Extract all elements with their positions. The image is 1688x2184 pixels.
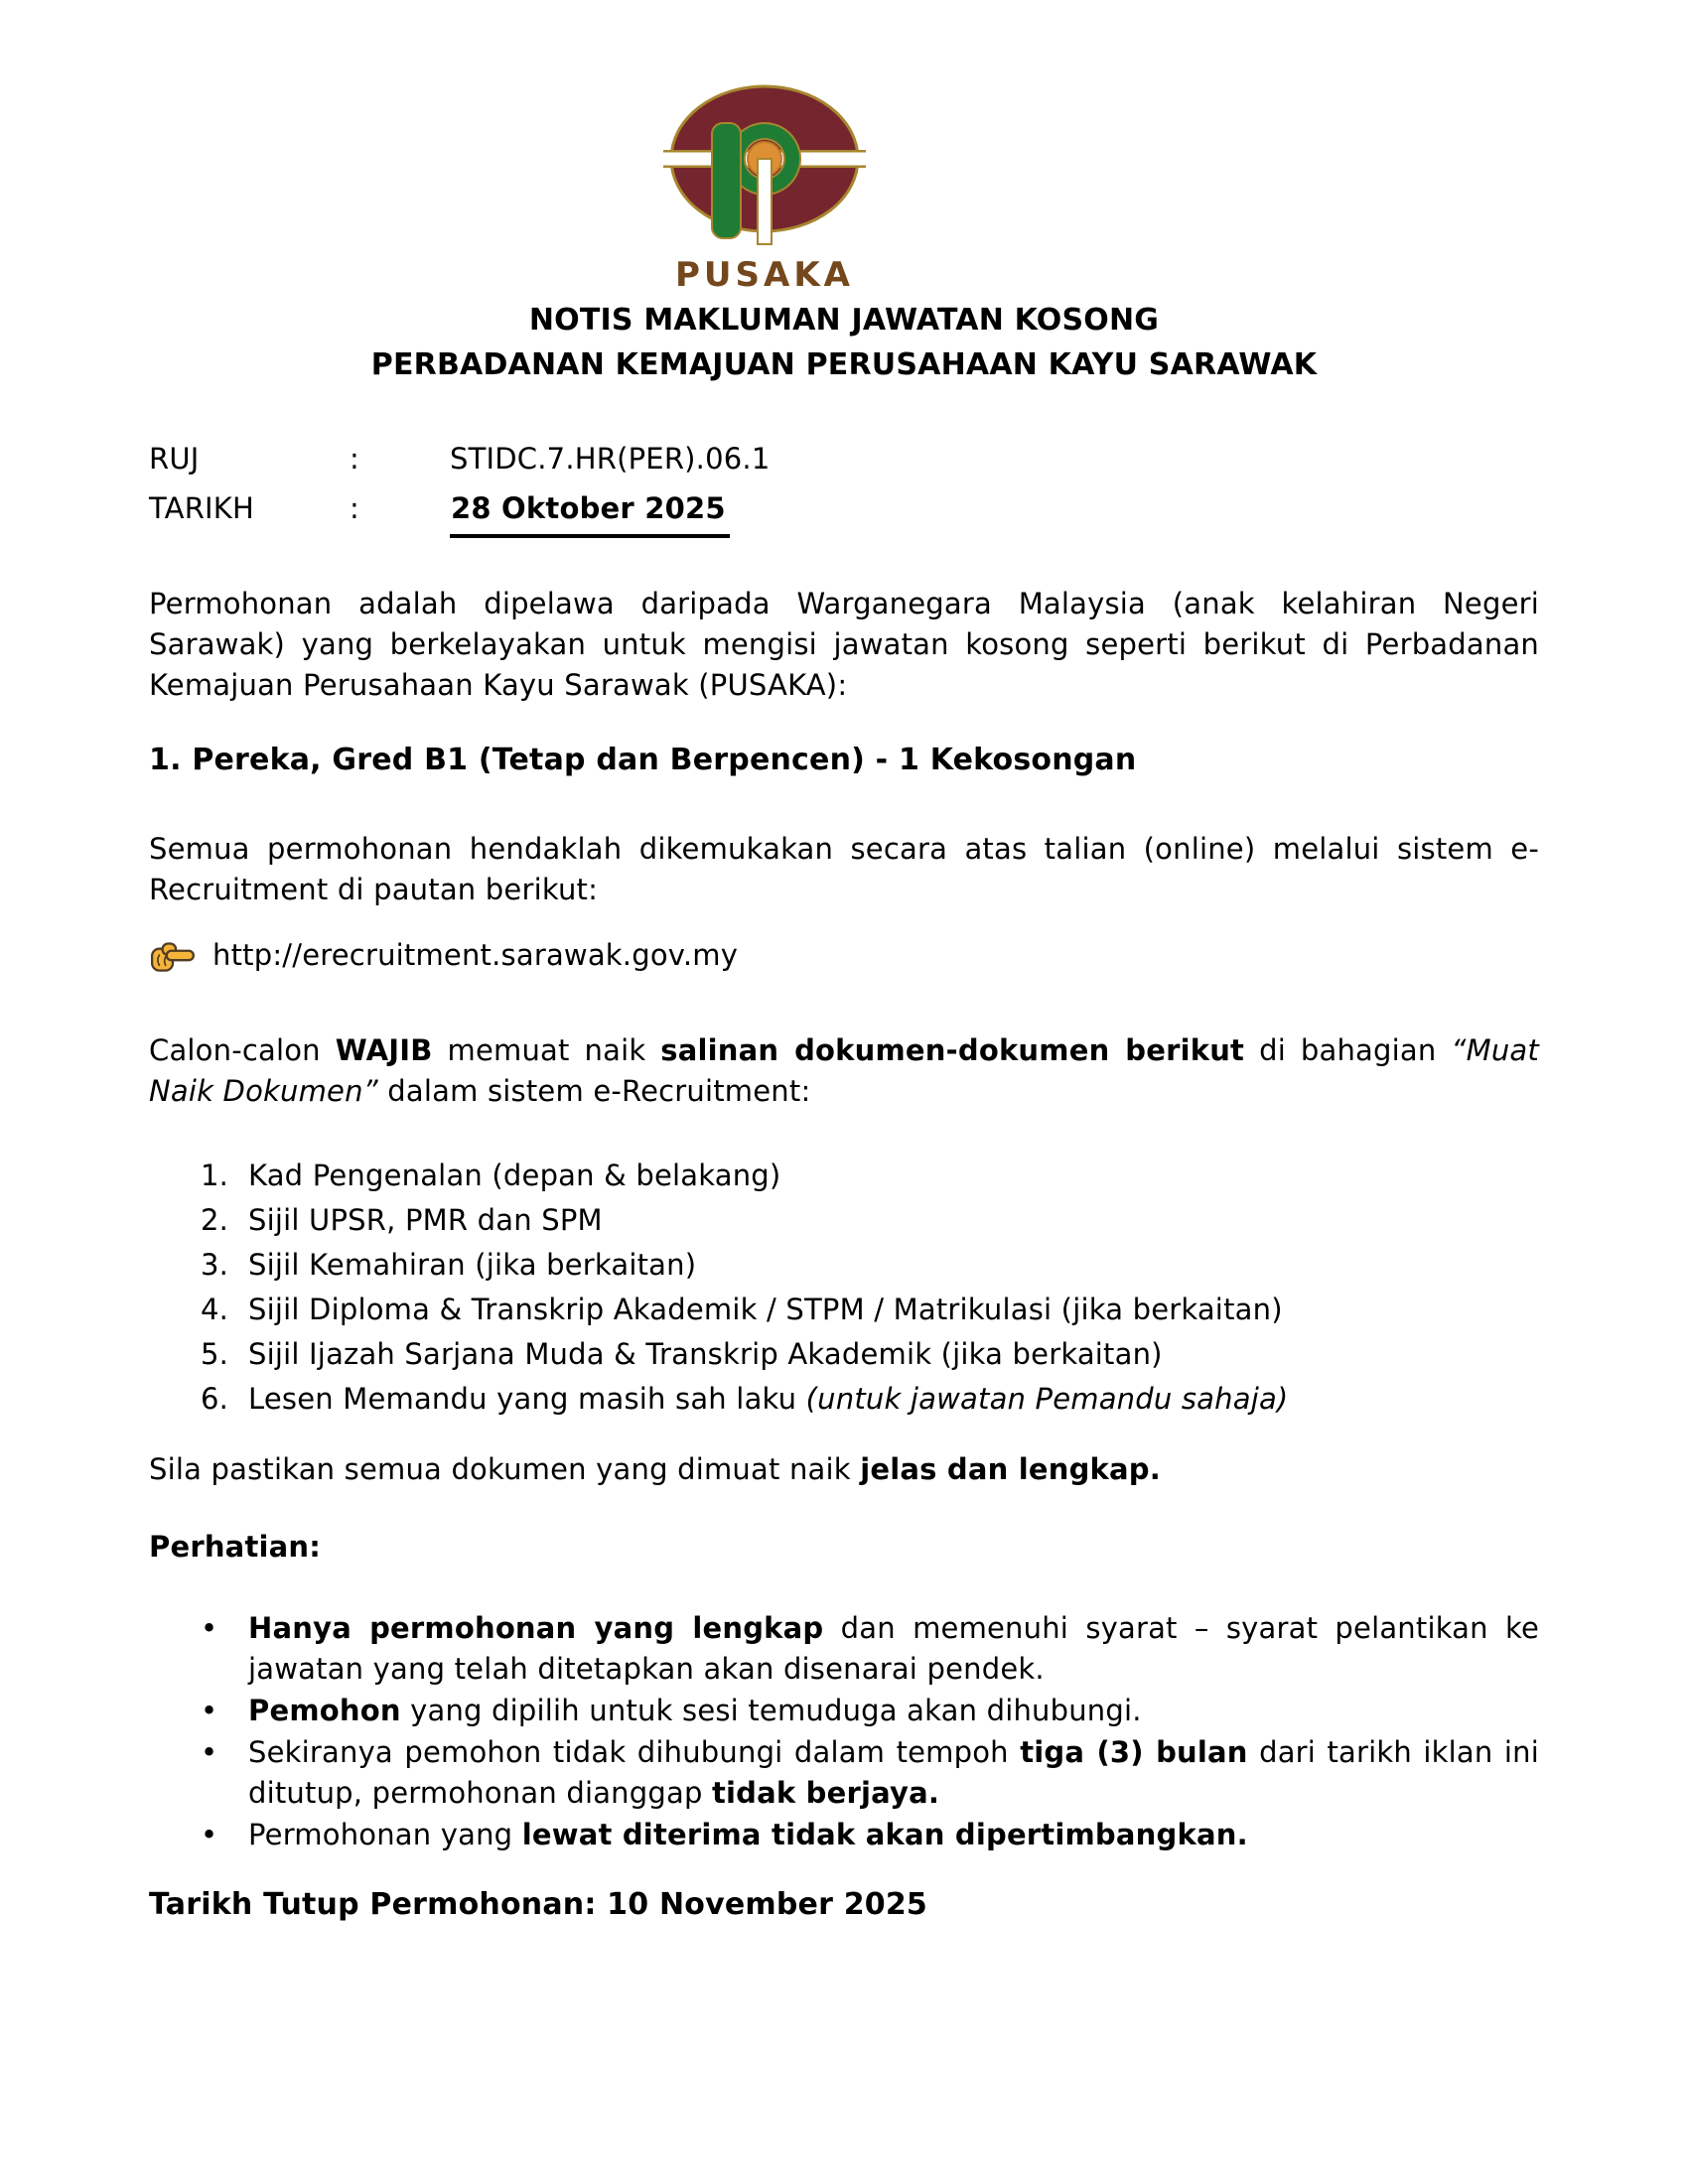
intro-paragraph: Permohonan adalah dipelawa daripada Warganegara Malaysia (anak kelahiran Negeri Sarawak) yang berkelayakan untuk mengisi jawatan kosong seperti berikut di Perbadanan Kemajuan Perusahaan Kayu Sarawak (PUSAKA): (149, 587, 1539, 702)
list-number: 2. (201, 1203, 229, 1237)
tarikh-label: TARIKH (149, 491, 255, 525)
attention-heading: Perhatian: (149, 1530, 322, 1564)
upload-paragraph (149, 1030, 1539, 1112)
note-run-bold: Pemohon (248, 1694, 401, 1727)
vacancy-heading: 1. Pereka, Gred B1 (Tetap dan Berpencen) - 1 Kekosongan (149, 743, 1137, 777)
pusaka-logo (659, 83, 870, 295)
ruj-colon: : (350, 442, 359, 476)
document-list-item (201, 1243, 1539, 1288)
document-list (149, 1154, 1539, 1422)
note-item (201, 1608, 1539, 1690)
list-text: Sijil Diploma & Transkrip Akademik / STPM / Matrikulasi (jika berkaitan) (248, 1293, 1283, 1326)
notice-title (149, 298, 1539, 387)
document-list-item (201, 1288, 1539, 1332)
list-number: 5. (201, 1337, 229, 1371)
note-run-bold: tiga (3) bulan (1020, 1735, 1248, 1769)
note-text (248, 1732, 1539, 1814)
note-text (248, 1608, 1539, 1690)
upload-run-italic: “Muat Naik Dokumen” (149, 1033, 1539, 1108)
date-row (149, 483, 1539, 538)
document-list-item (201, 1377, 1539, 1422)
note-text (248, 1691, 1539, 1731)
note-run-bold: tidak berjaya. (711, 1776, 940, 1810)
note-run: Permohonan yang (248, 1818, 522, 1851)
list-text: Kad Pengenalan (depan & belakang) (248, 1159, 781, 1192)
upload-run: memuat naik (432, 1033, 661, 1067)
bullet-marker: • (201, 1818, 218, 1851)
document-list-item (201, 1332, 1539, 1377)
url-line (149, 935, 1539, 976)
document-list-item (201, 1198, 1539, 1243)
reminder-run-bold: jelas dan lengkap. (860, 1452, 1161, 1486)
list-text-italic: (untuk jawatan Pemandu sahaja) (805, 1382, 1289, 1416)
list-number: 3. (201, 1248, 229, 1282)
upload-run-bold: WAJIB (335, 1033, 433, 1067)
reference-block (149, 434, 1539, 538)
note-item (201, 1732, 1539, 1814)
upload-run-bold: salinan dokumen-dokumen berikut (660, 1033, 1245, 1067)
list-text (248, 1377, 1539, 1422)
note-run: Sekiranya pemohon tidak dihubungi dalam tempoh (248, 1735, 1021, 1769)
note-item (201, 1815, 1539, 1855)
closing-date-line: Tarikh Tutup Permohonan: 10 November 2025 (149, 1887, 928, 1922)
logo-wordmark: PUSAKA (675, 255, 854, 295)
note-run-bold: Hanya permohonan yang lengkap (248, 1611, 824, 1645)
tarikh-colon: : (350, 491, 359, 525)
note-text (248, 1815, 1539, 1855)
reminder-run: Sila pastikan semua dokumen yang dimuat naik (149, 1452, 861, 1486)
ruj-label: RUJ (149, 442, 200, 476)
tarikh-value: 28 Oktober 2025 (450, 483, 730, 538)
bullet-marker: • (201, 1735, 218, 1769)
ruj-value: STIDC.7.HR(PER).06.1 (450, 442, 771, 476)
recruitment-url: http://erecruitment.sarawak.gov.my (212, 938, 739, 972)
list-number: 4. (201, 1293, 229, 1326)
reference-row (149, 434, 1539, 483)
list-text: Sijil UPSR, PMR dan SPM (248, 1203, 603, 1237)
bullet-marker: • (201, 1694, 218, 1727)
notice-title-line2: PERBADANAN KEMAJUAN PERUSAHAAN KAYU SARAWAK (370, 347, 1318, 382)
reminder-line (149, 1449, 1539, 1490)
pusaka-logo-icon (663, 83, 866, 250)
note-run: dan memenuhi syarat – syarat pelantikan ke jawatan yang telah ditetapkan akan disenarai pendek. (248, 1611, 1539, 1686)
notes-list (149, 1608, 1539, 1856)
upload-run: di bahagian (1244, 1033, 1452, 1067)
list-text: Sijil Kemahiran (jika berkaitan) (248, 1248, 697, 1282)
upload-run: dalam sistem e-Recruitment: (377, 1074, 811, 1108)
note-run: dari tarikh iklan ini ditutup, permohonan dianggap (248, 1735, 1540, 1810)
note-run: yang dipilih untuk sesi temuduga akan dihubungi. (400, 1694, 1142, 1727)
document-list-item (201, 1154, 1539, 1198)
online-paragraph: Semua permohonan hendaklah dikemukakan secara atas talian (online) melalui sistem e-Recruitment di pautan berikut: (149, 832, 1539, 906)
note-item (201, 1691, 1539, 1731)
list-text: Sijil Ijazah Sarjana Muda & Transkrip Akademik (jika berkaitan) (248, 1337, 1163, 1371)
list-number: 1. (201, 1159, 229, 1192)
notice-title-line1: NOTIS MAKLUMAN JAWATAN KOSONG (528, 303, 1160, 338)
bullet-marker: • (201, 1611, 218, 1645)
upload-run: Calon-calon (149, 1033, 336, 1067)
pointing-hand-icon (149, 936, 197, 976)
list-number: 6. (201, 1382, 229, 1416)
list-text-run: Lesen Memandu yang masih sah laku (248, 1382, 806, 1416)
note-run-bold: lewat diterima tidak akan dipertimbangkan. (521, 1818, 1248, 1851)
